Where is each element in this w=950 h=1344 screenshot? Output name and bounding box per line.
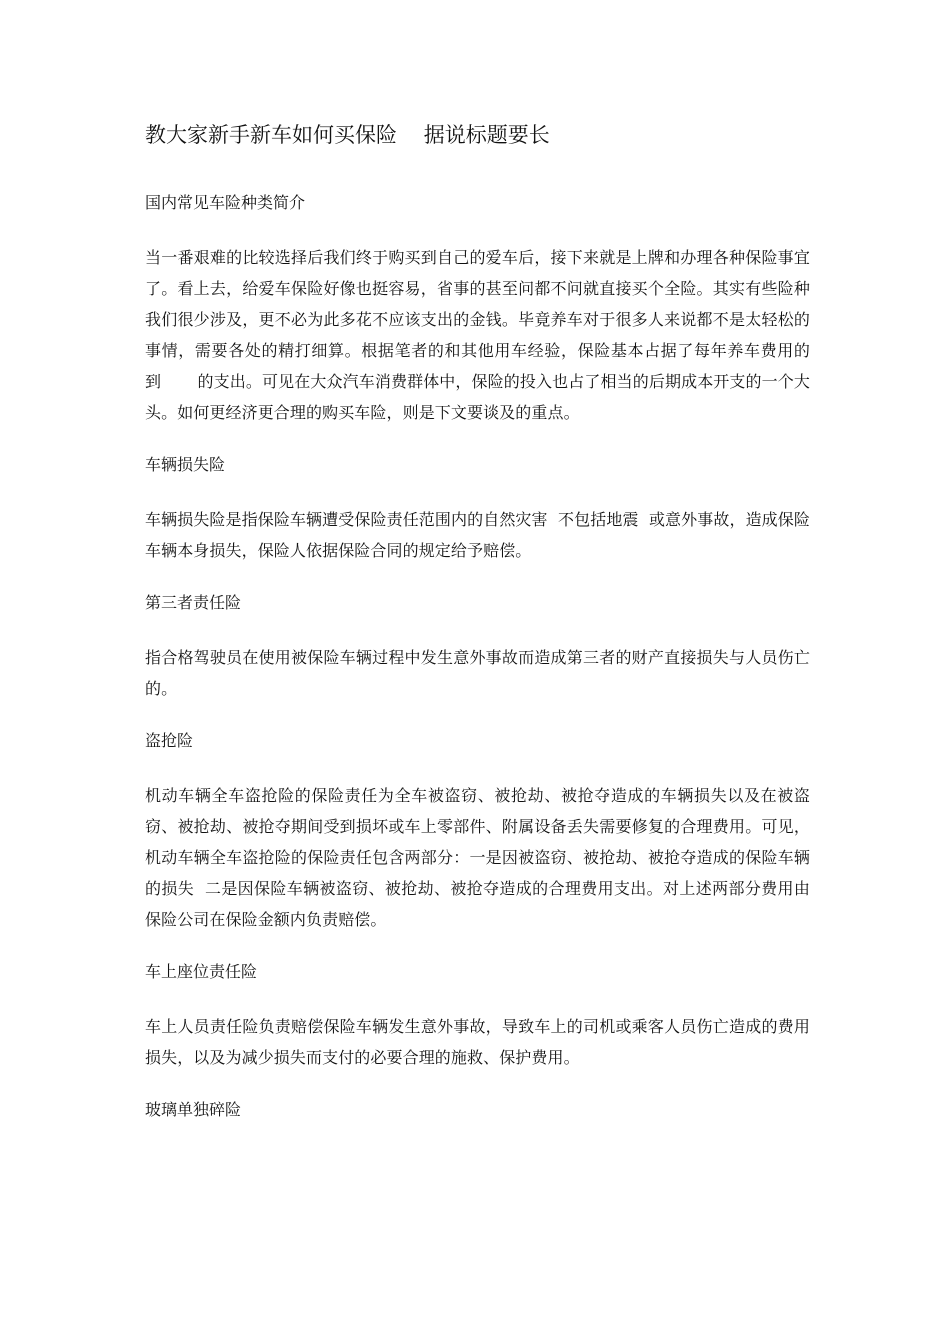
section-heading-theft: 盗抢险 bbox=[145, 731, 194, 750]
document-title: 教大家新手新车如何买保险 据说标题要长 bbox=[145, 123, 550, 147]
section-heading-seat-liability: 车上座位责任险 bbox=[145, 962, 258, 981]
section-paragraph-overview: 当一番艰难的比较选择后我们终于购买到自己的爱车后，接下来就是上牌和办理各种保险事宜了。看上去，给爱车保险好像也挺容易，省事的甚至问都不问就直接买个全险。其实有些险种我们很少涉及，更不必为此多花不应该支出的金钱。毕竟养车对于很多人来说都不是太轻松的事情，需要各处的精打细算。根据笔者的和其他用车经验，保险基本占据了每年养车费用的 到 的支出。可见在大众汽车消费群体中，保险的投入也占了相当的后期成本开支的一个大头。如何更经济更合理的购买车险，则是下文要谈及的重点。 bbox=[145, 248, 847, 422]
section-paragraph-third-party: 指合格驾驶员在使用被保险车辆过程中发生意外事故而造成第三者的财产直接损失与人员伤亡的。 bbox=[145, 648, 810, 698]
section-paragraph-theft: 机动车辆全车盗抢险的保险责任为全车被盗窃、被抢劫、被抢夺造成的车辆损失以及在被盗窃、被抢劫、被抢夺期间受到损坏或车上零部件、附属设备丢失需要修复的合理费用。可见，机动车辆全车盗抢险的保险责任包含两部分：一是因被盗窃、被抢劫、被抢夺造成的保险车辆的损失 二是因保险车辆被盗窃、被抢劫、被抢夺造成的合理费用支出。对上述两部分费用由保险公司在保险金额内负责赔偿。 bbox=[145, 786, 810, 929]
document-page bbox=[145, 120, 847, 1149]
section-heading-glass-breakage: 玻璃单独碎险 bbox=[145, 1100, 242, 1119]
section-heading-vehicle-damage: 车辆损失险 bbox=[145, 455, 226, 474]
section-heading-third-party: 第三者责任险 bbox=[145, 593, 242, 612]
section-paragraph-vehicle-damage: 车辆损失险是指保险车辆遭受保险责任范围内的自然灾害 不包括地震 或意外事故，造成保险车辆本身损失，保险人依据保险合同的规定给予赔偿。 bbox=[145, 510, 810, 560]
section-heading-overview: 国内常见车险种类简介 bbox=[145, 193, 306, 212]
section-paragraph-seat-liability: 车上人员责任险负责赔偿保险车辆发生意外事故，导致车上的司机或乘客人员伤亡造成的费用损失，以及为减少损失而支付的必要合理的施救、保护费用。 bbox=[145, 1017, 810, 1067]
